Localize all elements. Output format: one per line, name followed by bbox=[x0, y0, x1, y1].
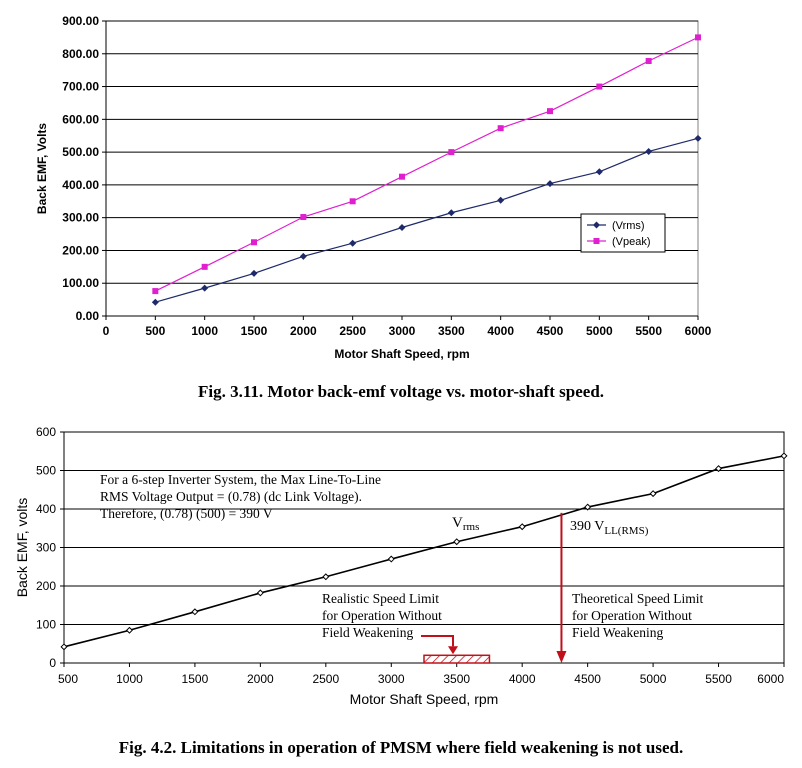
fig2-realistic-box bbox=[424, 655, 489, 663]
fig1-x-tick-label: 2500 bbox=[339, 324, 367, 338]
fig2-realistic-text: Field Weakening bbox=[322, 625, 414, 640]
fig2-x-tick-label: 2500 bbox=[312, 672, 340, 686]
fig2-y-tick-label: 300 bbox=[35, 540, 56, 555]
fig1-x-tick-label: 5500 bbox=[635, 324, 663, 338]
fig2-x-tick-label: 3500 bbox=[443, 672, 471, 686]
fig1-legend-marker bbox=[594, 238, 600, 244]
fig1-data-point bbox=[300, 214, 306, 220]
fig1-x-axis-label: Motor Shaft Speed, rpm bbox=[334, 347, 470, 361]
fig2-limit-sub: LL(RMS) bbox=[604, 525, 649, 537]
fig1-x-tick-label: 4500 bbox=[536, 324, 564, 338]
fig1-data-point bbox=[646, 58, 652, 64]
fig1-y-tick-label: 200.00 bbox=[62, 243, 99, 258]
fig1-y-tick-label: 0.00 bbox=[75, 309, 99, 323]
fig2-vrms-sub: rms bbox=[462, 521, 480, 533]
fig2-y-tick-label: 500 bbox=[35, 463, 56, 478]
fig1-y-tick-label: 300.00 bbox=[62, 210, 99, 225]
fig2-x-tick-label: 5500 bbox=[705, 672, 732, 686]
fig2-x-tick-label: 5000 bbox=[639, 672, 667, 686]
fig1-legend-label: (Vpeak) bbox=[612, 236, 651, 248]
fig1-caption: Fig. 3.11. Motor back-emf voltage vs. motor-shaft speed. bbox=[197, 382, 605, 401]
fig1-x-tick-label: 3500 bbox=[437, 324, 465, 338]
fig2-x-tick-label: 500 bbox=[58, 672, 79, 686]
fig1-data-point bbox=[399, 174, 405, 180]
fig1-x-tick-label: 2000 bbox=[289, 324, 317, 338]
fig2-y-axis-label: Back EMF, volts bbox=[14, 497, 30, 598]
fig1-y-tick-label: 700.00 bbox=[62, 79, 99, 94]
fig1-y-tick-label: 900.00 bbox=[62, 14, 99, 28]
fig2-vrms-label: $V_{rms}$ bbox=[452, 515, 480, 533]
fig2-realistic-text: Realistic Speed Limit bbox=[322, 591, 439, 606]
fig1-x-tick-label: 4000 bbox=[487, 324, 515, 338]
fig1-y-tick-label: 500.00 bbox=[62, 145, 99, 160]
fig1-y-tick-label: 100.00 bbox=[62, 276, 99, 291]
fig1-data-point bbox=[596, 84, 602, 90]
fig2-theoretical-text: for Operation Without bbox=[572, 608, 692, 623]
fig1-data-point bbox=[695, 34, 701, 40]
fig1-data-point bbox=[448, 149, 454, 155]
fig2-y-tick-label: 200 bbox=[35, 579, 56, 593]
fig2-note-line: For a 6-step Inverter System, the Max Line-To-Line bbox=[100, 472, 381, 487]
fig1-x-tick-label: 5000 bbox=[585, 324, 613, 338]
fig1-data-point bbox=[350, 198, 356, 204]
fig1-y-axis-label: Back EMF, Volts bbox=[35, 122, 49, 215]
fig1-data-point bbox=[202, 264, 208, 270]
fig2-x-tick-label: 4500 bbox=[574, 672, 601, 686]
fig2-x-tick-label: 6000 bbox=[757, 672, 784, 686]
fig2-x-axis-label: Motor Shaft Speed, rpm bbox=[349, 691, 499, 707]
fig1-data-point bbox=[152, 288, 158, 294]
fig1-data-point bbox=[498, 125, 504, 131]
fig1-x-tick-label: 6000 bbox=[684, 324, 712, 338]
fig2-caption: Fig. 4.2. Limitations in operation of PMSM where field weakening is not used. bbox=[118, 738, 684, 757]
fig2-theoretical-text: Theoretical Speed Limit bbox=[572, 591, 704, 606]
fig2-chart bbox=[14, 425, 787, 707]
fig1-legend bbox=[581, 214, 665, 252]
fig2-x-tick-label: 1500 bbox=[181, 672, 209, 686]
fig2-note-line: RMS Voltage Output = (0.78) (dc Link Voltage). bbox=[100, 489, 362, 504]
fig2-x-tick-label: 2000 bbox=[247, 672, 274, 686]
fig1-x-tick-label: 3000 bbox=[388, 324, 416, 338]
fig1-x-tick-label: 0 bbox=[102, 324, 110, 338]
fig2-y-tick-label: 600 bbox=[35, 425, 56, 439]
fig1-data-point bbox=[547, 108, 553, 114]
fig2-x-tick-label: 1000 bbox=[116, 672, 143, 686]
fig1-y-tick-label: 600.00 bbox=[62, 112, 99, 127]
fig1-x-tick-label: 1500 bbox=[240, 324, 268, 338]
fig2-y-tick-label: 400 bbox=[35, 502, 56, 516]
fig1-x-tick-label: 1000 bbox=[191, 324, 219, 338]
fig1-x-tick-label: 500 bbox=[145, 324, 166, 338]
fig2-limit-label: 390 $V_{LL(RMS)}$ bbox=[570, 519, 649, 537]
fig2-note-line: Therefore, (0.78) (500) = 390 V bbox=[100, 506, 273, 521]
fig1-data-point bbox=[251, 239, 257, 245]
fig1-y-tick-label: 800.00 bbox=[62, 46, 99, 61]
fig2-y-tick-label: 100 bbox=[35, 617, 56, 632]
fig1-y-tick-label: 400.00 bbox=[62, 177, 99, 192]
fig2-x-tick-label: 3000 bbox=[377, 672, 405, 686]
fig1-legend-label: (Vrms) bbox=[612, 220, 645, 232]
fig2-realistic-text: for Operation Without bbox=[322, 608, 442, 623]
fig2-x-tick-label: 4000 bbox=[508, 672, 536, 686]
fig2-theoretical-text: Field Weakening bbox=[572, 625, 664, 640]
fig1-chart bbox=[35, 14, 712, 361]
fig2-y-tick-label: 0 bbox=[49, 656, 56, 670]
